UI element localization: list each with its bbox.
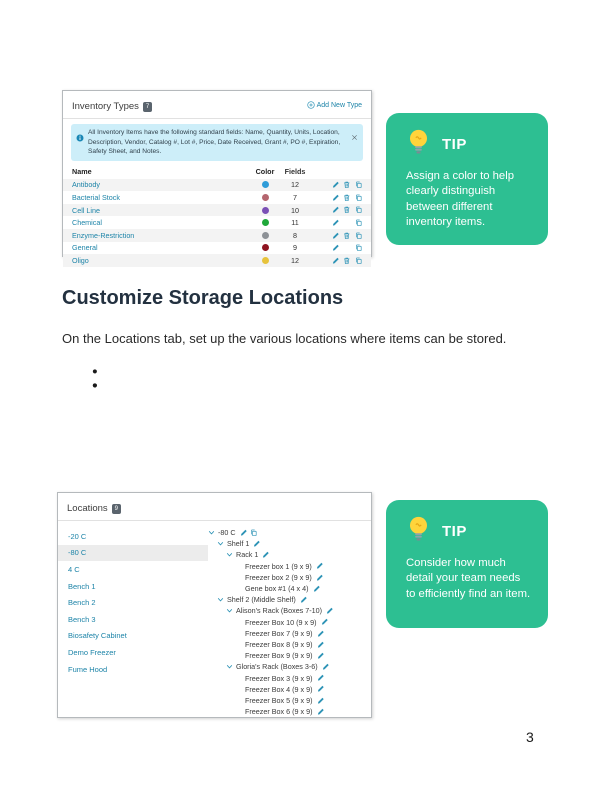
location-tree-node — [208, 639, 371, 650]
color-dot — [262, 194, 269, 201]
plus-circle-icon — [307, 101, 315, 109]
inventory-type-link[interactable]: Bacterial Stock — [72, 193, 120, 203]
count-badge: 9 — [112, 504, 121, 514]
panel-title: Locations — [67, 503, 108, 514]
color-dot — [262, 244, 269, 251]
tree-node-label: Gloria's Rack (Boxes 3-6) — [236, 662, 318, 672]
color-dot — [262, 207, 269, 214]
copy-icon[interactable] — [250, 529, 258, 537]
tree-node-label: Freezer Box 6 (9 x 9) — [245, 707, 313, 717]
edit-icon[interactable] — [332, 181, 340, 189]
col-header-fields: Fields — [284, 167, 306, 177]
location-label: Bench 3 — [68, 614, 96, 624]
location-list-item[interactable] — [58, 561, 208, 578]
tip-text: Consider how much detail your team needs to efficiently find an item. — [406, 557, 531, 600]
info-banner — [71, 124, 363, 161]
col-header-color: Color — [255, 167, 275, 177]
delete-icon[interactable] — [343, 181, 351, 189]
fields-count: 10 — [291, 205, 299, 215]
lightbulb-icon — [406, 128, 431, 160]
inventory-type-link[interactable]: Enzyme-Restriction — [72, 230, 135, 240]
chevron-down-icon[interactable] — [226, 607, 233, 614]
fields-count: 7 — [293, 193, 297, 203]
table-row — [63, 204, 371, 217]
tree-node-label: Alison's Rack (Boxes 7-10) — [236, 606, 323, 616]
table-row — [63, 216, 371, 229]
chevron-down-icon[interactable] — [226, 551, 233, 558]
copy-icon[interactable] — [355, 257, 363, 265]
tree-node-label: Freezer Box 10 (9 x 9) — [245, 617, 317, 627]
location-tree-node — [208, 538, 371, 549]
locations-panel-header — [58, 493, 371, 521]
table-row — [63, 229, 371, 242]
location-label: Fume Hood — [68, 664, 108, 674]
location-list-item[interactable] — [58, 545, 208, 562]
location-tree-node — [208, 706, 371, 717]
fields-count: 12 — [291, 180, 299, 190]
page-number: 3 — [526, 729, 534, 745]
info-icon — [76, 129, 84, 147]
edit-icon[interactable] — [316, 574, 324, 582]
chevron-down-icon[interactable] — [217, 596, 224, 603]
copy-icon[interactable] — [355, 181, 363, 189]
location-tree-node — [208, 561, 371, 572]
location-list-item[interactable] — [58, 611, 208, 628]
edit-icon[interactable] — [313, 585, 321, 593]
location-tree-node — [208, 684, 371, 695]
location-label: Demo Freezer — [68, 647, 116, 657]
location-tree-node — [208, 628, 371, 639]
tree-node-label: Freezer Box 4 (9 x 9) — [245, 684, 313, 694]
inventory-type-link[interactable]: Cell Line — [72, 205, 100, 215]
edit-icon[interactable] — [317, 708, 325, 716]
location-tree — [208, 521, 371, 717]
location-tree-node — [208, 617, 371, 628]
edit-icon[interactable] — [317, 652, 325, 660]
tree-node-label: Freezer Box 5 (9 x 9) — [245, 695, 313, 705]
edit-icon[interactable] — [332, 257, 340, 265]
location-list-item[interactable] — [58, 528, 208, 545]
location-label: 4 C — [68, 564, 80, 574]
inventory-type-link[interactable]: Chemical — [72, 218, 102, 228]
inventory-type-link[interactable]: Antibody — [72, 180, 100, 190]
copy-icon[interactable] — [355, 194, 363, 202]
color-dot — [262, 219, 269, 226]
location-list-item[interactable] — [58, 594, 208, 611]
location-tree-node — [208, 594, 371, 605]
info-banner-text: All Inventory Items have the following standard fields: Name, Quantity, Units, Location, Description, Vendor, Catalog #, Lot #, Price, Date Received, Grant #, PO #, Expiration, Safety Sheet, and Notes. — [88, 129, 341, 156]
delete-icon[interactable] — [343, 194, 351, 202]
location-list-item[interactable] — [58, 578, 208, 595]
table-row — [63, 191, 371, 204]
tree-node-label: Freezer Box 9 (9 x 9) — [245, 651, 313, 661]
location-label: Biosafety Cabinet — [68, 631, 127, 641]
edit-icon[interactable] — [332, 244, 340, 252]
lightbulb-icon — [406, 515, 431, 547]
tip-callout-detail — [386, 500, 548, 628]
edit-icon[interactable] — [300, 596, 308, 604]
copy-icon[interactable] — [355, 206, 363, 214]
bullet-list — [90, 364, 535, 378]
delete-icon[interactable] — [343, 232, 351, 240]
edit-icon[interactable] — [326, 607, 334, 615]
edit-icon[interactable] — [332, 194, 340, 202]
col-header-name: Name — [72, 167, 92, 177]
edit-icon[interactable] — [317, 641, 325, 649]
tip-label: TIP — [442, 522, 467, 540]
tip-callout-colors — [386, 113, 548, 245]
section-heading: Customize Storage Locations — [62, 287, 344, 310]
location-tree-node — [208, 661, 371, 672]
delete-icon[interactable] — [343, 257, 351, 265]
tip-text: Assign a color to help clearly distinguish between different inventory items. — [406, 170, 515, 229]
intro-paragraph: On the Locations tab, set up the various locations where items can be stored. — [62, 331, 507, 346]
location-label: Bench 1 — [68, 581, 96, 591]
table-row — [63, 254, 371, 267]
chevron-down-icon[interactable] — [226, 663, 233, 670]
tree-node-label: Freezer Box 7 (9 x 9) — [245, 628, 313, 638]
color-dot — [262, 181, 269, 188]
tree-node-label: Shelf 1 — [227, 539, 250, 549]
tip-label: TIP — [442, 135, 467, 153]
edit-icon[interactable] — [317, 630, 325, 638]
location-tree-node — [208, 527, 371, 538]
edit-icon[interactable] — [316, 562, 324, 570]
chevron-down-icon[interactable] — [217, 540, 224, 547]
tree-node-label: Shelf 2 (Middle Shelf) — [227, 595, 296, 605]
inventory-rows — [63, 179, 371, 267]
locations-panel — [57, 492, 372, 718]
delete-icon[interactable] — [343, 206, 351, 214]
location-tree-node — [208, 549, 371, 560]
edit-icon[interactable] — [262, 551, 270, 559]
location-tree-node — [208, 572, 371, 583]
add-new-type-label: Add New Type — [316, 101, 362, 109]
fields-count: 9 — [293, 243, 297, 253]
table-row — [63, 242, 371, 255]
copy-icon[interactable] — [355, 219, 363, 227]
location-label: Bench 2 — [68, 598, 96, 608]
tree-node-label: Freezer Box 3 (9 x 9) — [245, 673, 313, 683]
inventory-type-link[interactable]: General — [72, 243, 98, 253]
location-tree-node — [208, 672, 371, 683]
table-header-row — [63, 165, 371, 179]
location-list-item[interactable] — [58, 628, 208, 645]
close-icon[interactable] — [351, 128, 358, 146]
fields-count: 11 — [291, 218, 299, 228]
edit-icon[interactable] — [332, 232, 340, 240]
locations-list — [58, 521, 208, 677]
fields-count: 8 — [293, 230, 297, 240]
panel-title: Inventory Types — [72, 101, 139, 112]
edit-icon[interactable] — [317, 697, 325, 705]
location-list-item[interactable] — [58, 644, 208, 661]
edit-icon[interactable] — [317, 674, 325, 682]
add-new-type-link[interactable] — [307, 101, 362, 109]
inventory-type-link[interactable]: Oligo — [72, 256, 89, 265]
location-tree-node — [208, 583, 371, 594]
tree-node-label: -80 C — [218, 528, 236, 538]
edit-icon[interactable] — [332, 206, 340, 214]
color-dot — [262, 257, 269, 264]
table-row — [63, 179, 371, 192]
location-label: -20 C — [68, 531, 87, 541]
edit-icon[interactable] — [322, 663, 330, 671]
edit-icon[interactable] — [317, 685, 325, 693]
location-list-item[interactable] — [58, 661, 208, 678]
inventory-types-table — [63, 165, 371, 269]
tree-node-label: Freezer box 1 (9 x 9) — [245, 561, 312, 571]
inventory-types-panel — [62, 90, 372, 265]
color-dot — [262, 232, 269, 239]
tree-node-label: Freezer box 2 (9 x 9) — [245, 572, 312, 582]
fields-count: 12 — [291, 256, 299, 265]
edit-icon[interactable] — [240, 529, 248, 537]
edit-icon[interactable] — [253, 540, 261, 548]
location-tree-node — [208, 695, 371, 706]
tree-node-label: Gene box #1 (4 x 4) — [245, 584, 309, 594]
count-badge: 7 — [143, 102, 152, 112]
tree-node-label: Freezer Box 8 (9 x 9) — [245, 639, 313, 649]
location-label: -80 C — [68, 548, 87, 558]
copy-icon[interactable] — [355, 232, 363, 240]
location-tree-node — [208, 650, 371, 661]
tree-node-label: Rack 1 — [236, 550, 259, 560]
edit-icon[interactable] — [321, 618, 329, 626]
location-tree-node — [208, 605, 371, 616]
inventory-panel-header — [63, 91, 371, 119]
copy-icon[interactable] — [355, 244, 363, 252]
edit-icon[interactable] — [332, 219, 340, 227]
chevron-down-icon[interactable] — [208, 529, 215, 536]
